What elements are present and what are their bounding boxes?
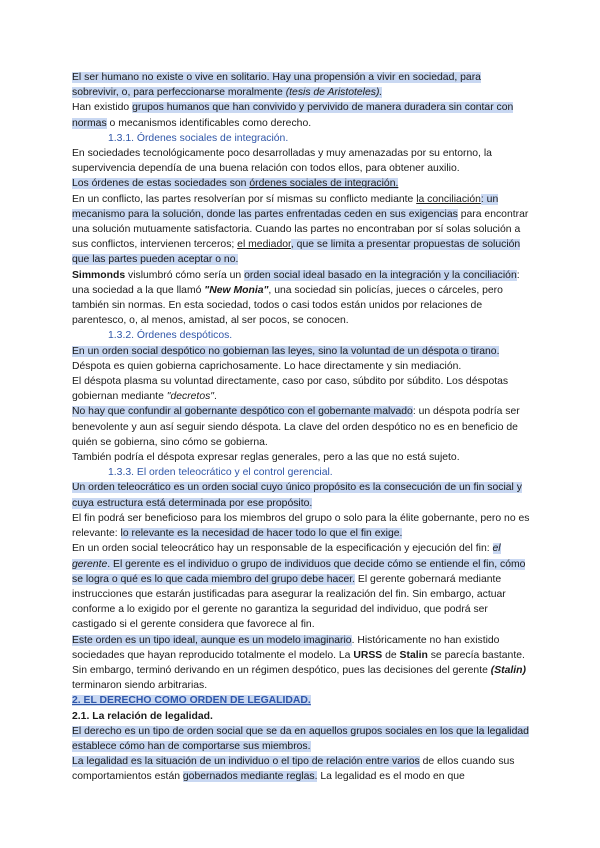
document-body bbox=[72, 70, 530, 785]
section-heading-2: 2. EL DERECHO COMO ORDEN DE LEGALIDAD. bbox=[72, 695, 311, 707]
text-span: orden social ideal basado en la integración y la conciliación bbox=[244, 269, 517, 281]
text-span: , una sociedad sin policías, jueces o cárceles, pero también sin normas. En esta sociedad, todos o casi todos están unidos por relaciones de parentesco, o, al menos, amistad, al ser pocos, se conocen. bbox=[72, 284, 503, 327]
text-span: de ellos cuando sus comportamientos están bbox=[72, 756, 515, 783]
text-span: órdenes sociales de integración. bbox=[249, 178, 399, 190]
text-span: : un déspota podría ser benevolente y aun así seguir siendo déspota. La clave del orden despótico no es en beneficio de quién se gobierna, sino cómo se gobierna. bbox=[72, 406, 520, 448]
paragraph-7 bbox=[72, 344, 530, 374]
section-heading-wrapper bbox=[72, 693, 530, 708]
text-span: el gerente bbox=[72, 543, 501, 570]
paragraph-15 bbox=[72, 724, 530, 754]
text-span: . bbox=[213, 391, 217, 403]
text-span: No hay que confundir al gobernante despótico con el gobernante malvado bbox=[72, 406, 413, 418]
paragraph-16 bbox=[72, 754, 530, 784]
text-span: el mediador bbox=[237, 239, 291, 251]
text-span: El derecho es un tipo de orden social que se da en aquellos grupos sociales en los que la legalidad establece cómo han de comportarse sus miembros. bbox=[72, 725, 529, 752]
text-span: Un orden teleocrático es un orden social cuyo único propósito es la consecución de un fin social y cuya estructura está determinada por ese propósito. bbox=[72, 482, 522, 509]
text-span: (tesis de Aristoteles). bbox=[285, 87, 383, 99]
text-span: terminaron siendo arbitrarias. bbox=[72, 680, 208, 692]
paragraph-2 bbox=[72, 100, 530, 130]
text-span: El déspota plasma su voluntad directamente, caso por caso, súbdito por súbdito. Los déspotas gobiernan mediante bbox=[72, 376, 509, 403]
paragraph-6 bbox=[72, 268, 530, 329]
paragraph-14 bbox=[72, 633, 530, 694]
text-span: El fin podrá ser beneficioso para los miembros del grupo o solo para la élite gobernante, pero no es relevante: bbox=[72, 512, 530, 540]
text-span: grupos humanos que han convivido y pervivido de manera duradera sin contar con normas bbox=[72, 102, 514, 129]
paragraph-1 bbox=[72, 70, 530, 100]
text-span: En un conflicto, las partes resolverían por sí mismas su conflicto mediante bbox=[72, 193, 417, 205]
text-span: o mecanismos identificables como derecho. bbox=[106, 117, 312, 129]
text-span: La legalidad es el modo en que bbox=[317, 771, 465, 783]
text-span: "New Monia" bbox=[204, 284, 269, 296]
subsection-heading-1-3-2: 1.3.2. Órdenes despóticos. bbox=[108, 330, 233, 342]
text-span: : una sociedad a la que llamó bbox=[72, 269, 520, 296]
text-span: Simmonds bbox=[72, 269, 126, 281]
text-span: En un orden social despótico no gobiernan las leyes, sino la voluntad de un déspota o tirano. bbox=[72, 345, 500, 357]
text-span: El ser humano no existe o vive en solitario. Hay una propensión a vivir en sociedad, para sobrevivir, o, para perfeccionarse moralmente bbox=[72, 72, 481, 99]
text-span: Stalin bbox=[399, 649, 428, 661]
paragraph-9 bbox=[72, 404, 530, 450]
text-span: gobernados mediante reglas. bbox=[182, 771, 318, 783]
text-span: para encontrar una solución mutuamente satisfactoria. Cuando las partes no encontraban por sí solas solución a sus conflictos, intervienen terceros; bbox=[72, 208, 529, 251]
paragraph-13 bbox=[72, 541, 530, 632]
paragraph-10: También podría el déspota expresar reglas generales, pero a las que no está sujeto. bbox=[72, 452, 460, 464]
text-span: URSS bbox=[353, 649, 383, 661]
paragraph-4 bbox=[72, 176, 530, 191]
text-span: vislumbró cómo sería un bbox=[125, 269, 245, 281]
text-span: El gerente gobernará mediante instrucciones que estarán justificadas para asegurar la realización del fin. Sin embargo, actuar conforme a lo exigido por el gerente no garantiza la seguridad del individuo, que podrá ser castigado si el gerente considera que favorece al fin. bbox=[72, 573, 506, 631]
paragraph-5 bbox=[72, 192, 530, 268]
subsection-heading-1-3-1: 1.3.1. Órdenes sociales de integración. bbox=[108, 132, 289, 144]
text-span: Déspota es quien gobierna caprichosamente. Lo hace directamente y sin mediación. bbox=[72, 360, 462, 372]
text-span: Han existido bbox=[72, 102, 133, 114]
subsection-heading-1-3-3: 1.3.3. El orden teleocrático y el control gerencial. bbox=[108, 467, 333, 479]
text-span: lo relevante es la necesidad de hacer todo lo que el fin exige. bbox=[120, 528, 403, 540]
text-span: Los órdenes de estas sociedades son bbox=[72, 178, 250, 190]
text-span: (Stalin) bbox=[490, 664, 526, 676]
text-span: la conciliación bbox=[416, 193, 481, 205]
text-span: . El gerente es el individuo o grupo de individuos que decide cómo se entiende el fin, cómo se logra o qué es lo que cada miembro del grupo debe hacer. bbox=[72, 558, 526, 585]
subsection-heading-2-1: 2.1. La relación de legalidad. bbox=[72, 710, 213, 722]
text-span: "decretos" bbox=[166, 391, 214, 403]
paragraph-12 bbox=[72, 511, 530, 541]
text-span: Este orden es un tipo ideal, aunque es un modelo imaginario bbox=[72, 634, 352, 646]
text-span: . Históricamente no han existido sociedades que hayan reproducido totalmente el modelo. La bbox=[72, 634, 500, 661]
text-span: , que se limita a presentar propuestas de solución que las partes pueden aceptar o no. bbox=[72, 239, 521, 266]
text-span: de bbox=[382, 649, 400, 661]
text-span: La legalidad es la situación de un individuo o el tipo de relación entre varios bbox=[72, 756, 420, 768]
paragraph-8 bbox=[72, 374, 530, 404]
text-span: : un mecanismo para la solución, donde las partes enfrentadas ceden en sus exigencias bbox=[72, 193, 499, 220]
text-span: En un orden social teleocrático hay un responsable de la especificación y ejecución del fin: bbox=[72, 543, 493, 555]
text-span: se parecía bastante. Sin embargo, terminó derivando en un régimen despótico, pues las decisiones del gerente bbox=[72, 649, 525, 676]
paragraph-3: En sociedades tecnológicamente poco desarrolladas y muy amenazadas por su entorno, la supervivencia dependía de una buena relación con todos ellos, para obtener auxilio. bbox=[72, 148, 492, 175]
paragraph-11 bbox=[72, 480, 530, 510]
